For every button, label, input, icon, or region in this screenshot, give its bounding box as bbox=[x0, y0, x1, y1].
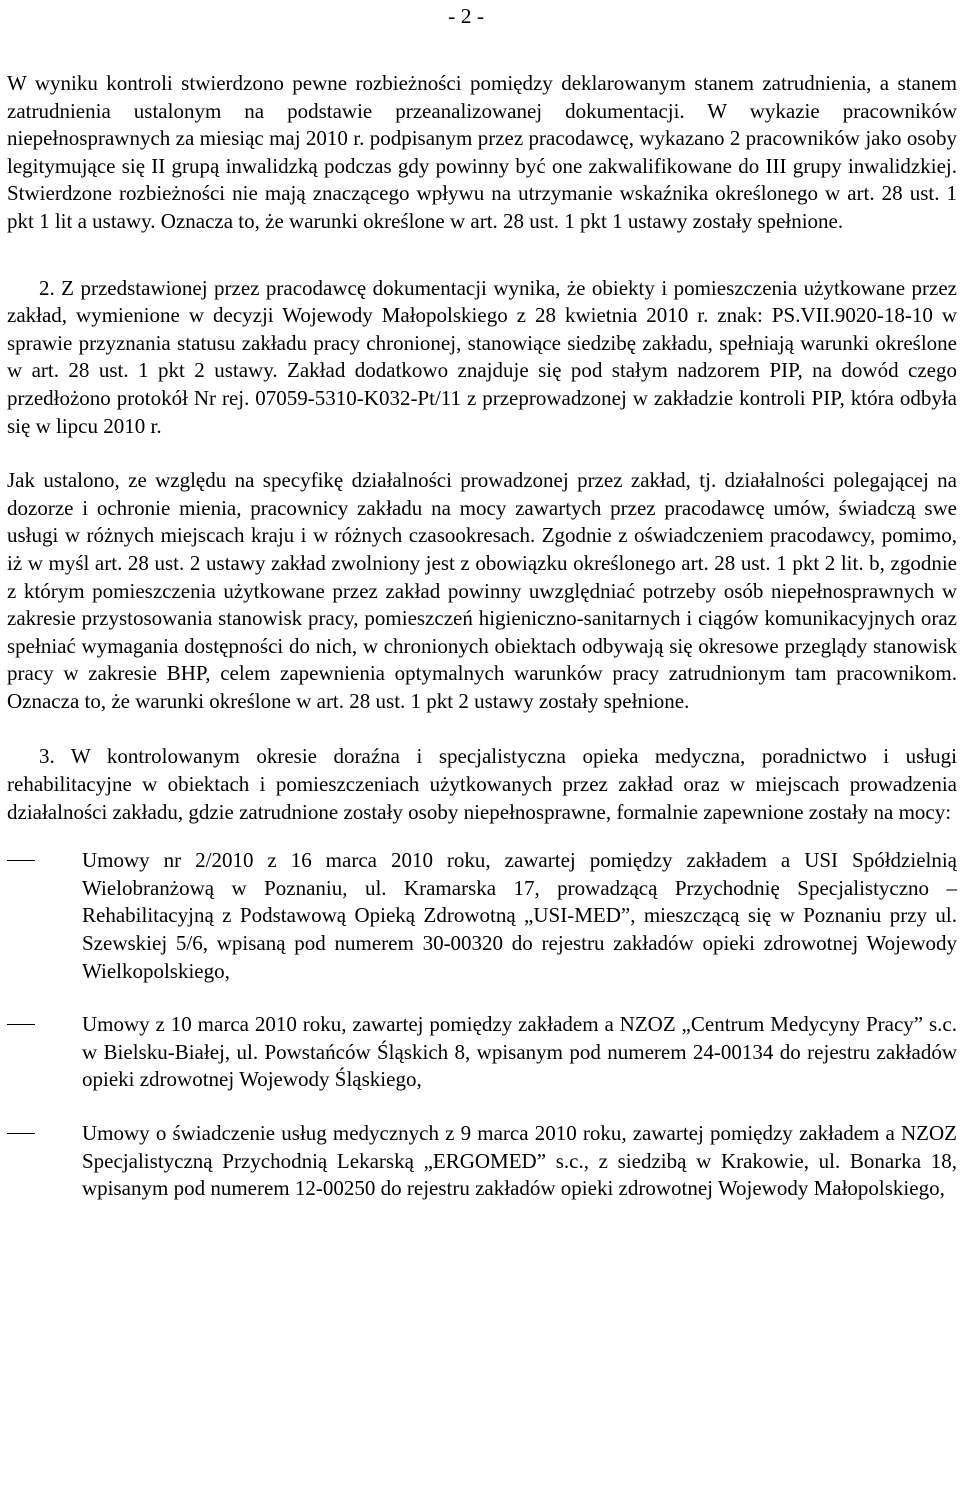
list-item-text: Umowy o świadczenie usług medycznych z 9 marca 2010 roku, zawartej pomiędzy zakładem a NZOZ Specjalistyczną Przychodnią Lekarską „ERGOMED” s.c., z siedzibą w Krakowie, ul. Bonarka 18, wpisanym pod numerem 12-00250 do rejestru zakładów opieki zdrowotnej Wojewody Małopolskiego, bbox=[82, 1121, 957, 1201]
dash-bullet-icon bbox=[7, 860, 35, 861]
list-item bbox=[7, 847, 957, 985]
paragraph-point-2: 2. Z przedstawionej przez pracodawcę dokumentacji wynika, że obiekty i pomieszczenia użytkowane przez zakład, wymienione w decyzji Wojewody Małopolskiego z 28 kwietnia 2010 r. znak: PS.VII.9020-18-10 w sprawie przyznania statusu zakładu pracy chronionej, stanowiące siedzibę zakładu, spełniają warunki określone w art. 28 ust. 1 pkt 2 ustawy. Zakład dodatkowo znajduje się pod stałym nadzorem PIP, na dowód czego przedłożono protokół Nr rej. 07059-5310-K032-Pt/11 z przeprowadzonej w zakładzie kontroli PIP, która odbyła się w lipcu 2010 r. bbox=[7, 275, 957, 438]
document-body bbox=[7, 70, 957, 1203]
page-number: - 2 - bbox=[448, 4, 484, 28]
paragraph-findings: W wyniku kontroli stwierdzono pewne rozbieżności pomiędzy deklarowanym stanem zatrudnienia, a stanem zatrudnienia ustalonym na podstawie przeanalizowanej dokumentacji. W wykazie pracowników niepełnosprawnych za miesiąc maj 2010 r. podpisanym przez pracodawcę, wykazano 2 pracowników jako osoby legitymujące się II grupą inwalidzką podczas gdy powinny być one zakwalifikowane do III grupy inwalidzkiej. Stwierdzone rozbieżności nie mają znaczącego wpływu na utrzymanie wskaźnika określonego w art. 28 ust. 1 pkt 1 lit a ustawy. Oznacza to, że warunki określone w art. 28 ust. 1 pkt 1 ustawy zostały spełnione. bbox=[7, 71, 957, 233]
dash-bullet-icon bbox=[7, 1133, 35, 1134]
list-item-text: Umowy nr 2/2010 z 16 marca 2010 roku, zawartej pomiędzy zakładem a USI Spółdzielnią Wielobranżową w Poznaniu, ul. Kramarska 17, prowadzącą Przychodnię Specjalistyczno – Rehabilitacyjną z Podstawową Opieką Zdrowotną „USI-MED”, mieszczącą się w Poznaniu przy ul. Szewskiej 5/6, wpisaną pod numerem 30-00320 do rejestru zakładów opieki zdrowotnej Wojewody Wielkopolskiego, bbox=[82, 848, 957, 983]
paragraph-specifics: Jak ustalono, ze względu na specyfikę działalności prowadzonej przez zakład, tj. działalności polegającej na dozorze i ochronie mienia, pracownicy zakładu na mocy zawartych przez pracodawcę umów, świadczą swe usługi w różnych miejscach kraju i w różnych czasookresach. Zgodnie z oświadczeniem pracodawcy, pomimo, iż w myśl art. 28 ust. 2 ustawy zakład zwolniony jest z obowiązku określonego art. 28 ust. 1 pkt 2 lit. b, zgodnie z którym pomieszczenia użytkowane przez zakład powinny uwzględniać potrzeby osób niepełnosprawnych w zakresie przystosowania stanowisk pracy, pomieszczeń higieniczno-sanitarnych i ciągów komunikacyjnych oraz spełniać wymagania dostępności do nich, w chronionych obiektach odbywają się okresowe przeglądy stanowisk pracy w zakresie BHP, celem zapewnienia optymalnych warunków pracy zatrudnionym tam pracownikom. Oznacza to, że warunki określone w art. 28 ust. 1 pkt 2 ustawy zostały spełnione. bbox=[7, 468, 957, 713]
dash-bullet-icon bbox=[7, 1024, 35, 1025]
paragraph-point-3: 3. W kontrolowanym okresie doraźna i specjalistyczna opieka medyczna, poradnictwo i usługi rehabilitacyjne w obiektach i pomieszczeniach użytkowanych przez zakład oraz w miejscach prowadzenia działalności zakładu, gdzie zatrudnione zostały osoby niepełnosprawne, formalnie zapewnione zostały na mocy: bbox=[7, 744, 957, 824]
list-item bbox=[7, 1120, 957, 1203]
list-item-text: Umowy z 10 marca 2010 roku, zawartej pomiędzy zakładem a NZOZ „Centrum Medycyny Pracy” s.c. w Bielsku-Białej, ul. Powstańców Śląskich 8, wpisanym pod numerem 24-00134 do rejestru zakładów opieki zdrowotnej Wojewody Śląskiego, bbox=[82, 1012, 957, 1092]
list-item bbox=[7, 1011, 957, 1094]
